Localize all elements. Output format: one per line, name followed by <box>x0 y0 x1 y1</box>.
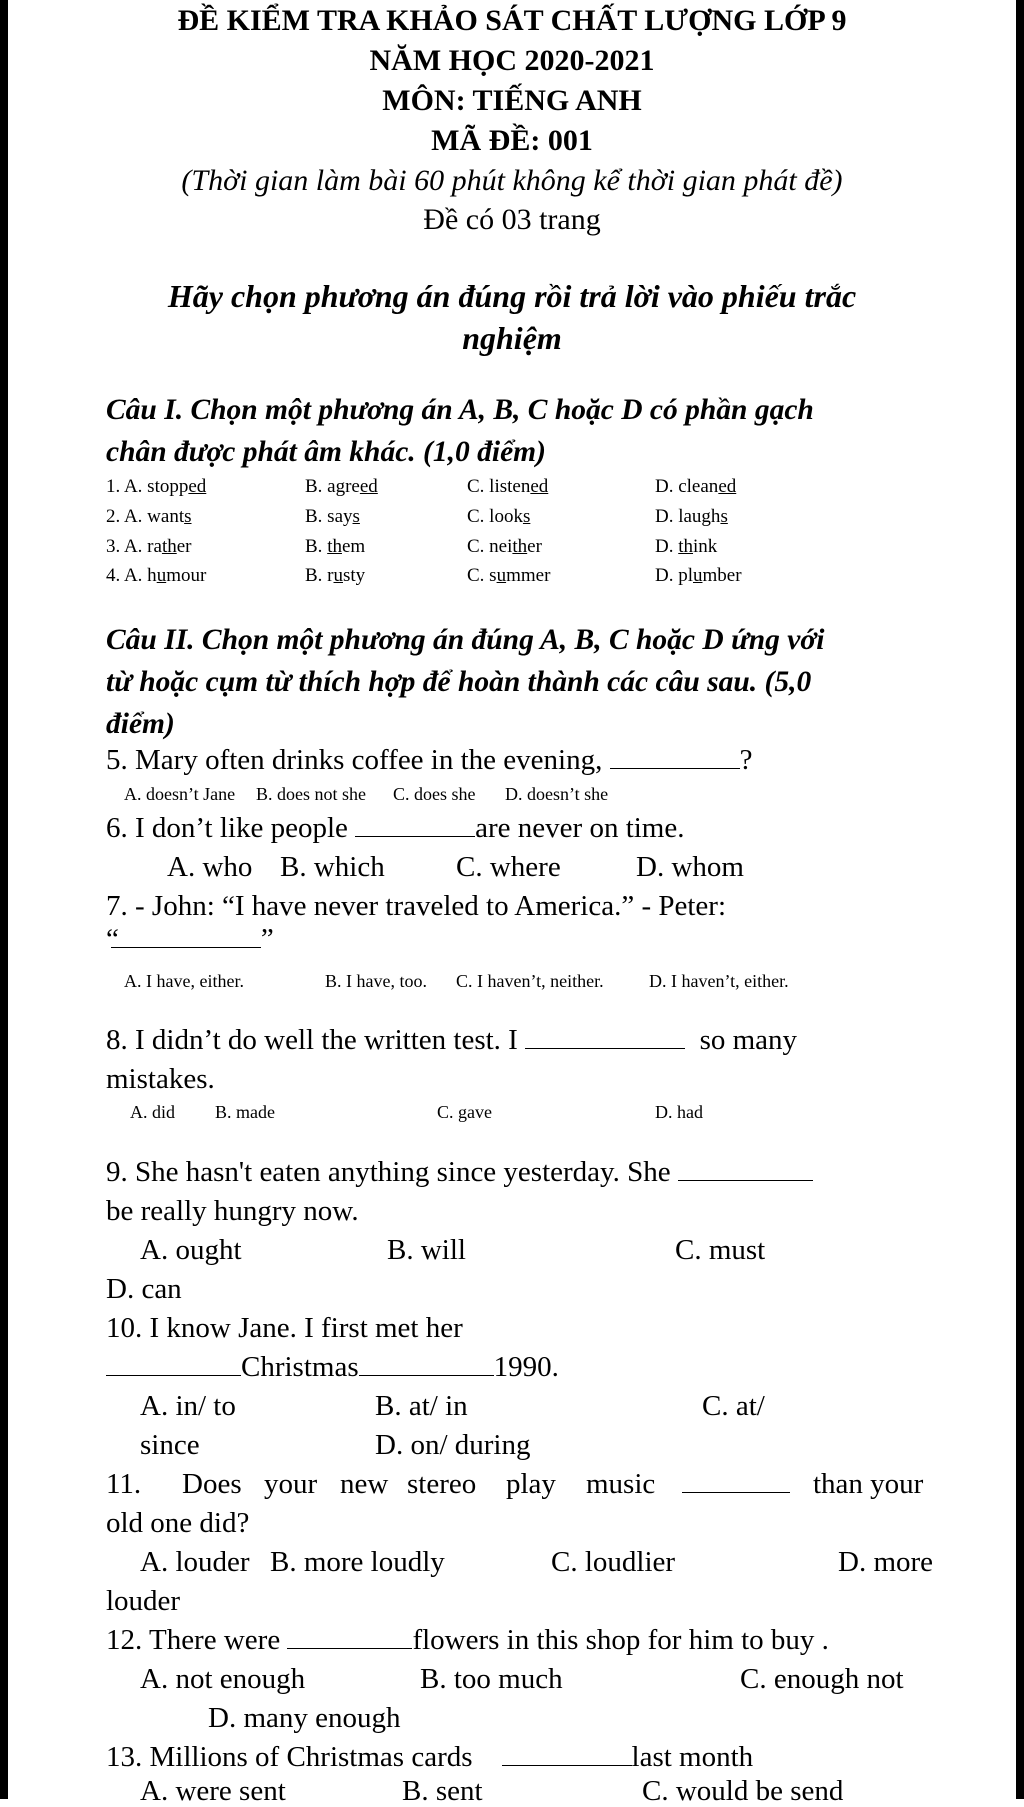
answer-blank <box>678 1179 813 1181</box>
answer-blank <box>359 1374 494 1376</box>
right-edge-border <box>1016 0 1024 1799</box>
option-a: A. ought <box>140 1234 242 1266</box>
option-c: C. gave <box>437 1102 492 1122</box>
option-c: C. enough not <box>740 1663 904 1695</box>
option-c: C. must <box>675 1234 766 1266</box>
option-a: 4. A. humour <box>106 565 207 586</box>
option-c: C. would be send <box>642 1775 844 1807</box>
section2-title-line1: Câu II. Chọn một phương án đúng A, B, C hoặc D ứng với <box>106 624 825 656</box>
option-c: C. where <box>456 851 561 883</box>
option-d: D. cleaned <box>655 476 737 497</box>
option-d: D. plumber <box>655 565 742 586</box>
option-b: B. too much <box>420 1663 563 1695</box>
option-b: B. I have, too. <box>325 971 427 991</box>
section1-title-line1: Câu I. Chọn một phương án A, B, C hoặc D có phần gạch <box>106 394 814 426</box>
option-a: A. did <box>130 1102 175 1122</box>
option-a: 3. A. rather <box>106 536 192 557</box>
answer-blank <box>682 1491 790 1493</box>
option-b: B. which <box>280 851 385 883</box>
answer-blank-line <box>682 1470 790 1499</box>
question-11-text-cont: old one did? <box>106 1507 250 1539</box>
option-a: 2. A. wants <box>106 506 192 527</box>
option-d: D. doesn’t she <box>505 784 609 804</box>
exam-title-line1: ĐỀ KIỂM TRA KHẢO SÁT CHẤT LƯỢNG LỚP 9 <box>177 4 847 37</box>
option-b: B. agreed <box>305 476 378 497</box>
answer-blank <box>502 1764 632 1766</box>
answer-blank <box>525 1047 685 1049</box>
option-d: D. many enough <box>208 1702 401 1734</box>
option-d: D. more <box>838 1546 934 1578</box>
question-word: music <box>586 1468 656 1500</box>
answer-blank <box>106 1374 241 1376</box>
option-a: A. were sent <box>140 1775 286 1807</box>
instruction-line2: nghiệm <box>462 320 562 356</box>
option-a: A. louder <box>140 1546 250 1578</box>
option-b: B. rusty <box>305 565 366 586</box>
answer-blank <box>287 1647 412 1649</box>
option-a: A. I have, either. <box>124 971 244 991</box>
option-c: C. does she <box>393 784 476 804</box>
option-c: C. I haven’t, neither. <box>456 971 604 991</box>
question-10-text: 10. I know Jane. I first met her <box>106 1312 463 1344</box>
option-d: D. on/ during <box>375 1429 531 1461</box>
question-7-answer-line: “ ” <box>106 923 274 955</box>
question-8-text-cont: mistakes. <box>106 1063 215 1095</box>
option-a: A. not enough <box>140 1663 306 1695</box>
question-8-text: 8. I didn’t do well the written test. I so many <box>106 1024 798 1056</box>
question-9-text-cont: be really hungry now. <box>106 1195 359 1227</box>
question-word: Does <box>182 1468 242 1500</box>
exam-page-count: Đề có 03 trang <box>423 203 601 236</box>
question-word: stereo <box>407 1468 477 1500</box>
option-c: C. summer <box>467 565 551 586</box>
exam-code: MÃ ĐỀ: 001 <box>431 124 593 157</box>
option-c: C. looks <box>467 506 531 527</box>
option-c: C. loudlier <box>551 1546 676 1578</box>
option-c: C. at/ <box>702 1390 765 1422</box>
option-c: C. neither <box>467 536 542 557</box>
option-d: D. I haven’t, either. <box>649 971 789 991</box>
option-a: A. who <box>167 851 253 883</box>
option-d: D. laughs <box>655 506 728 527</box>
exam-time-note: (Thời gian làm bài 60 phút không kể thời gian phát đề) <box>181 164 843 197</box>
instruction-line1: Hãy chọn phương án đúng rồi trả lời vào phiếu trắc <box>167 278 857 314</box>
question-12-text: 12. There were flowers in this shop for him to buy . <box>106 1624 829 1656</box>
question-word: than your <box>813 1468 924 1500</box>
answer-blank <box>610 767 740 769</box>
option-a: A. doesn’t Jane <box>124 784 236 804</box>
exam-subject: MÔN: TIẾNG ANH <box>382 84 642 117</box>
question-9-text: 9. She hasn't eaten anything since yesterday. She <box>106 1158 813 1187</box>
question-6-text: 6. I don’t like people are never on time. <box>106 812 685 844</box>
option-d: D. whom <box>636 851 744 883</box>
option-b: B. will <box>387 1234 466 1266</box>
option-c: C. listened <box>467 476 549 497</box>
option-d: D. can <box>106 1273 182 1305</box>
question-number: 11. <box>106 1468 142 1500</box>
option-a: A. in/ to <box>140 1390 236 1422</box>
answer-blank <box>111 946 261 948</box>
section2-title-line3: điểm) <box>106 708 175 740</box>
option-b: B. more loudly <box>270 1546 445 1578</box>
section1-title-line2: chân được phát âm khác. (1,0 điểm) <box>106 436 546 468</box>
exam-title-line2: NĂM HỌC 2020-2021 <box>369 44 655 77</box>
option-b: B. sent <box>402 1775 483 1807</box>
question-word: your <box>264 1468 318 1500</box>
answer-blank <box>355 835 475 837</box>
option-d-cont: louder <box>106 1585 181 1617</box>
option-b: B. says <box>305 506 360 527</box>
question-word: play <box>506 1468 556 1500</box>
option-b: B. does not she <box>256 784 366 804</box>
question-13-text: 13. Millions of Christmas cards last month <box>106 1741 754 1773</box>
left-edge-border <box>0 0 8 1799</box>
question-10-text-cont: Christmas 1990. <box>106 1353 559 1382</box>
option-a: 1. A. stopped <box>106 476 207 497</box>
option-d: D. had <box>655 1102 703 1122</box>
option-b: B. at/ in <box>375 1390 468 1422</box>
section2-title-line2: từ hoặc cụm từ thích hợp để hoàn thành các câu sau. (5,0 <box>106 666 812 698</box>
question-7-text: 7. - John: “I have never traveled to America.” - Peter: <box>106 890 727 922</box>
option-b: B. them <box>305 536 366 557</box>
option-d: D. think <box>655 536 718 557</box>
question-5-text: 5. Mary often drinks coffee in the evening, ? <box>106 744 753 776</box>
question-word: new <box>340 1468 389 1500</box>
option-b: B. made <box>215 1102 275 1122</box>
option-c-cont: since <box>140 1429 200 1461</box>
